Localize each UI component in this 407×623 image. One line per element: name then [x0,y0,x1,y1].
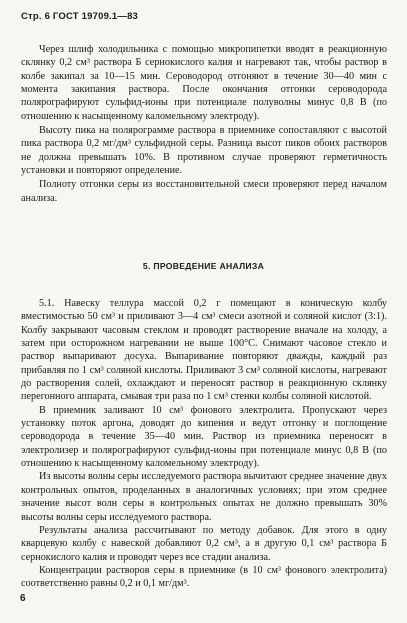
intro-text-block [21,43,387,205]
page-number: 6 [20,593,26,604]
paragraph: Из высоты волны серы исследуемого раствора вычитают среднее значение двух контрольных опытов, проделанных в аналогичных условиях; при этом среднее значение высот волн серы в контрольных опытах не должно превышать 30% высоты волны серы исследуемого раствора. [21,471,387,523]
paragraph: Высоту пика на полярограмме раствора в приемнике сопоставляют с высотой пика раствора 0,2 мг/дм³ сульфидной серы. Разница высот пиков обоих растворов не должна превышать 10%. В противном случае проверяют герметичность установки и повторяют определение. [21,125,387,177]
paragraph: 5.1. Навеску теллура массой 0,2 г помещают в коническую колбу вместимостью 50 см³ и приливают 3—4 см³ смеси азотной и соляной кислот (3:1). Колбу закрывают часовым стеклом и проводят растворение вначале на холоду, а затем при осторожном нагревании не выше 100°С. Снимают часовое стекло и раствор выпаривают досуха. Выпаривание повторяют дважды, каждый раз прибавляя по 1 см³ соляной кислоты. Приливают 3 см³ соляной кислоты, нагревают до растворения солей, охлаждают и переносят раствор в реакционную склянку перегонного аппарата, смывая три раза по 1 см³ стенки колбы соляной кислотой. [21,298,387,403]
procedure-text-block [21,297,387,591]
paragraph: Через шлиф холодильника с помощью микропипетки вводят в реакционную склянку 0,2 см³ раствора Б сернокислого калия и нагревают так, чтобы раствор в колбе закипал за 10—15 мин. Сероводород отгоняют в течение 30—40 мин с момента закипания раствора. После окончания отгонки сероводорода полярографируют сульфид-ионы при потенциале полуволны минус 0,8 В (по отношению к насыщенному каломельному электроду). [21,44,387,122]
section-heading: 5. ПРОВЕДЕНИЕ АНАЛИЗА [142,261,265,271]
paragraph: Результаты анализа рассчитывают по методу добавок. Для этого в одну кварцевую колбу с навеской добавляют 0,2 см³, а в другую 0,1 см³ раствора Б сернокислого калия и проводят через все стадии анализа. [21,524,387,563]
paragraph: В приемник заливают 10 см³ фонового электролита. Пропускают через установку поток аргона, доводят до кипения и ведут отгонку и поглощение сероводорода в течение 35—40 мин. Раствор из приемника переносят в электролизер и полярографируют сульфид-ионы при потенциале минус 0,8 В (по отношению к насыщенному каломельному электроду). [21,404,387,470]
paragraph: Полноту отгонки серы из восстановительной смеси проверяют перед началом анализа. [21,179,387,204]
page-header: Стр. 6 ГОСТ 19709.1—83 [21,11,139,22]
paragraph: Концентрации растворов серы в приемнике (в 10 см³ фонового электролита) соответственно равны 0,2 и 0,1 мг/дм³. [21,564,387,590]
